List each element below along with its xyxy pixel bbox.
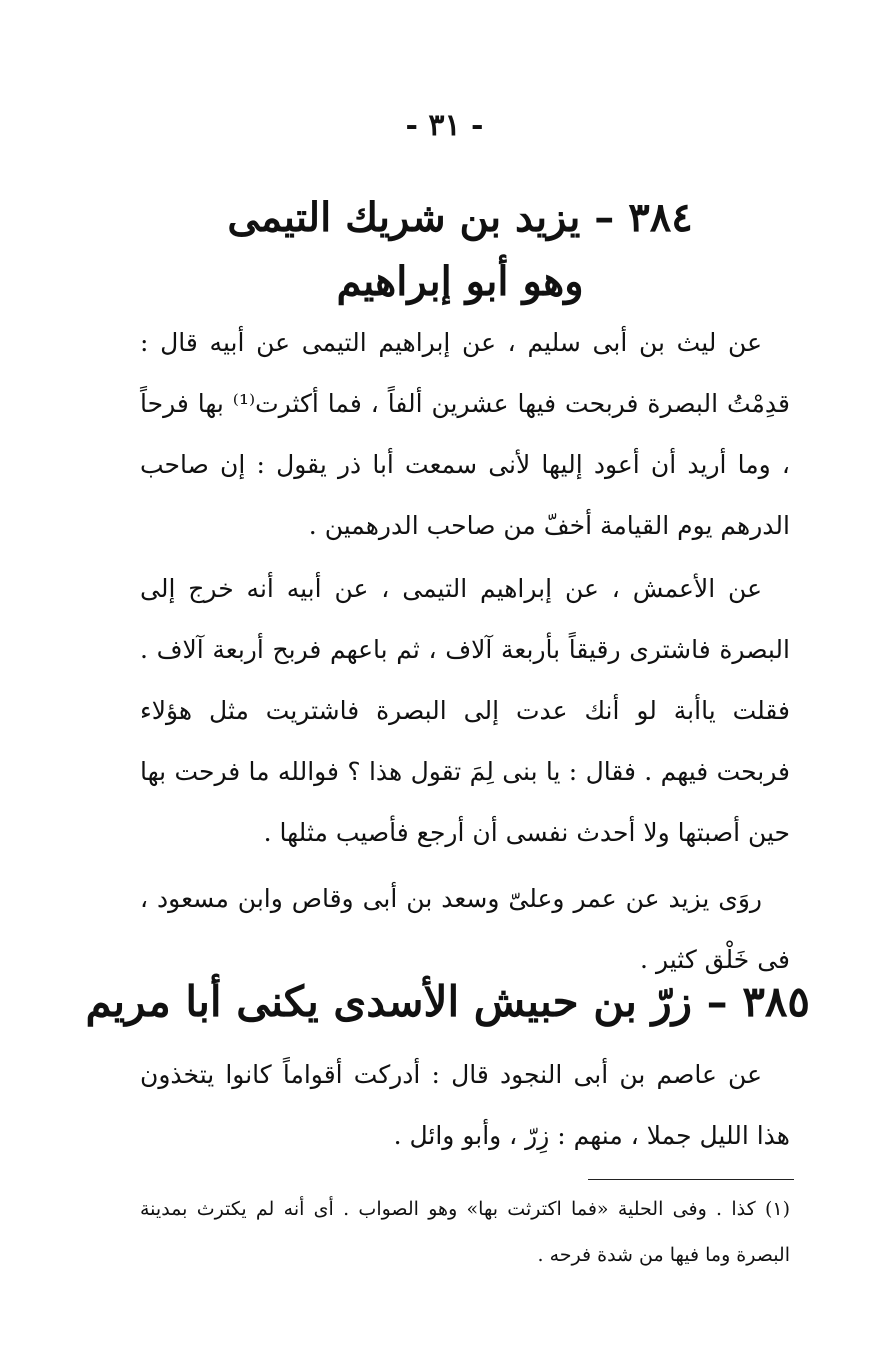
footnote: (١) كذا . وفى الحلية «فما اكترثت بها» وهو الصواب . أى أنه لم يكترث بمدينة البصرة وما فيها من شدة فرحه . <box>140 1198 791 1266</box>
page-number: - ٣١ - <box>405 108 484 143</box>
entry-385-title: ٣٨٥ – زرّ بن حبيش الأسدى يكنى أبا مريم <box>85 977 810 1026</box>
entry-385-paragraph-1: عن عاصم بن أبى النجود قال : أدركت أقواماً كانوا يتخذون هذا الليل جملا ، منهم : زِرّ ، وأبو وائل . <box>140 1060 790 1150</box>
entry-384-paragraph-2: عن الأعمش ، عن إبراهيم التيمى ، عن أبيه أنه خرج إلى البصرة فاشترى رقيقاً بأربعة آلاف ، ثم باعهم فربح أربعة آلاف . فقلت ياأبة لو أنك عدت إلى البصرة فاشتريت مثل هؤلاء فربحت فيهم . فقال : يا بنى لِمَ تقول هذا ؟ فوالله ما فرحت بها حين أصبتها ولا أحدث نفسى أن أرجع فأصيب مثلها . <box>140 574 790 847</box>
entry-384-subtitle: وهو أبو إبراهيم <box>336 258 584 305</box>
footnote-divider <box>588 1179 794 1180</box>
entry-384-paragraph-1: عن ليث بن أبى سليم ، عن إبراهيم التيمى عن أبيه قال : قدِمْتُ البصرة فربحت فيها عشرين ألفاً ، فما أكثرت⁽¹⁾ بها فرحاً ، وما أريد أن أعود إليها لأنى سمعت أبا ذر يقول : إن صاحب الدرهم يوم القيامة أخفّ من صاحب الدرهمين . <box>140 328 790 540</box>
entry-384-title: ٣٨٤ – يزيد بن شريك التيمى <box>227 194 693 241</box>
entry-384-paragraph-3: روَى يزيد عن عمر وعلىّ وسعد بن أبى وقاص وابن مسعود ، فى خَلْق كثير . <box>140 884 790 974</box>
